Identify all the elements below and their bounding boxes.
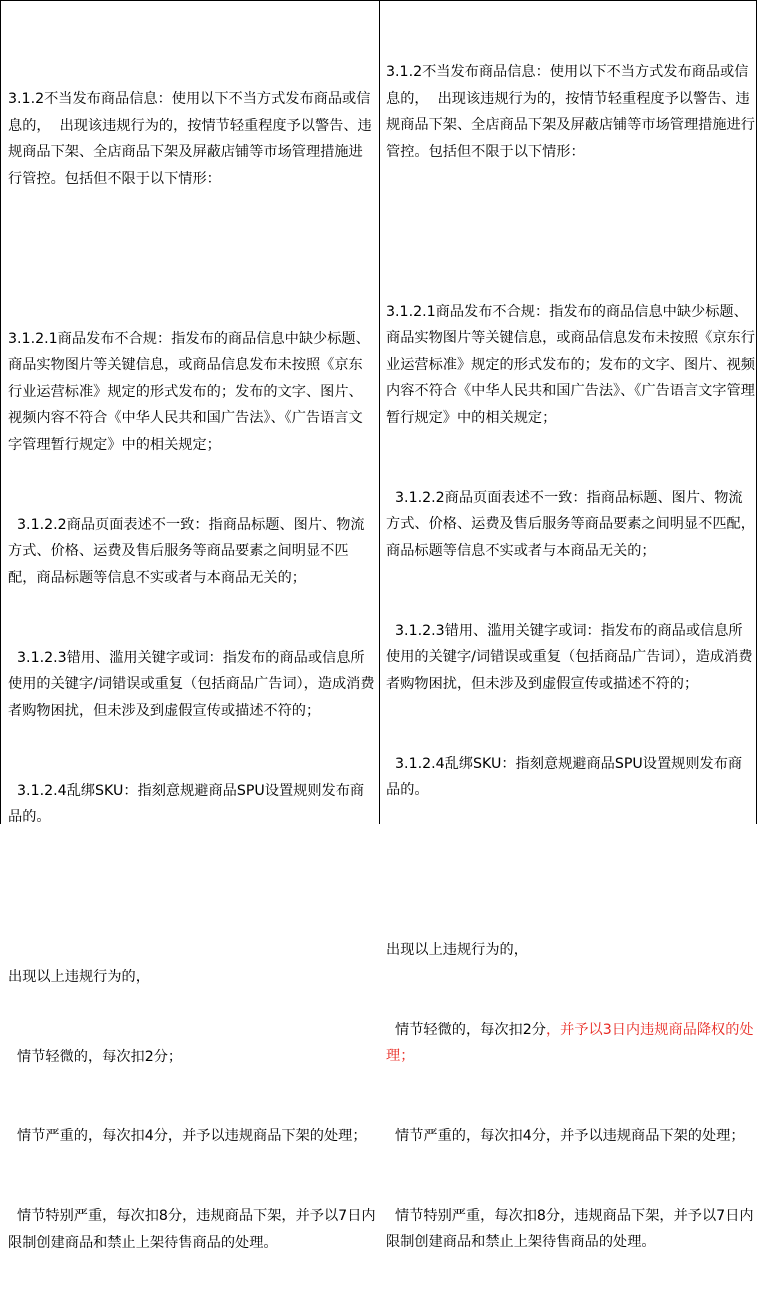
original-rule-cell [1, 0, 378, 1251]
rule-item: 3.1.2.3错用、滥用关键字或词：指发布的商品或信息所使用的关键字/词错误或重复（包括商品广告词），造成消费者购物困扰，但未涉及到虚假宣传或描述不符的； [386, 622, 753, 692]
rule-item: 3.1.2.3错用、滥用关键字或词：指发布的商品或信息所使用的关键字/词错误或重复（包括商品广告词），造成消费者购物困扰，但未涉及到虚假宣传或描述不符的； [8, 649, 375, 719]
penalty-item: 情节严重的，每次扣4分，并予以违规商品下架的处理； [386, 1127, 745, 1144]
revised-rule-cell [380, 0, 757, 1251]
rule-item: 3.1.2.4乱绑SKU：指刻意规避商品SPU设置规则发布商品的。 [386, 755, 743, 799]
rule-item: 3.1.2.2商品页面表述不一致：指商品标题、图片、物流方式、价格、运费及售后服务等商品要素之间明显不匹配，商品标题等信息不实或者与本商品无关的； [8, 516, 365, 586]
rule-intro: 3.1.2不当发布商品信息：使用以下不当方式发布商品或信息的， 出现该违规行为的，按情节轻重程度予以警告、违规商品下架、全店商品下架及屏蔽店铺等市场管理措施进行管控。包括但不限于以下情形： [386, 64, 755, 160]
penalty-item: 情节严重的，每次扣4分，并予以违规商品下架的处理； [8, 1128, 367, 1145]
penalty-minor-text: 情节轻微的，每次扣2分 [386, 1021, 546, 1038]
penalty-heading: 出现以上违规行为的， [8, 968, 150, 985]
penalty-item: 情节特别严重，每次扣8分，违规商品下架，并予以7日内限制创建商品和禁止上架待售商品的处理。 [386, 1207, 754, 1251]
penalty-heading: 出现以上违规行为的， [386, 941, 528, 958]
rule-item: 3.1.2.2商品页面表述不一致：指商品标题、图片、物流方式、价格、运费及售后服务等商品要素之间明显不匹配，商品标题等信息不实或者与本商品无关的； [386, 489, 755, 559]
rule-item: 3.1.2.1商品发布不合规：指发布的商品信息中缺少标题、商品实物图片等关键信息，或商品信息发布未按照《京东行业运营标准》规定的形式发布的；发布的文字、图片、视频内容不符合《中华人民共和国广告法》、《广告语言文字管理暂行规定》中的相关规定； [8, 330, 370, 453]
rule-item: 3.1.2.4乱绑SKU：指刻意规避商品SPU设置规则发布商品的。 [8, 782, 365, 826]
penalty-item: 情节特别严重，每次扣8分，违规商品下架，并予以7日内限制创建商品和禁止上架待售商品的处理。 [8, 1208, 376, 1251]
rule-intro: 3.1.2不当发布商品信息：使用以下不当方式发布商品或信息的， 出现该违规行为的，按情节轻重程度予以警告、违规商品下架、全店商品下架及屏蔽店铺等市场管理措施进行管控。包括但不限于以下情形： [8, 91, 372, 187]
added-penalty-text: ，并予以3日内违规商品降权的处理； [386, 1021, 754, 1065]
penalty-item [386, 1017, 755, 1070]
rule-item: 3.1.2.1商品发布不合规：指发布的商品信息中缺少标题、商品实物图片等关键信息，或商品信息发布未按照《京东行业运营标准》规定的形式发布的；发布的文字、图片、视频内容不符合《中华人民共和国广告法》、《广告语言文字管理暂行规定》中的相关规定； [386, 303, 755, 426]
penalty-item: 情节轻微的，每次扣2分； [8, 1048, 183, 1065]
